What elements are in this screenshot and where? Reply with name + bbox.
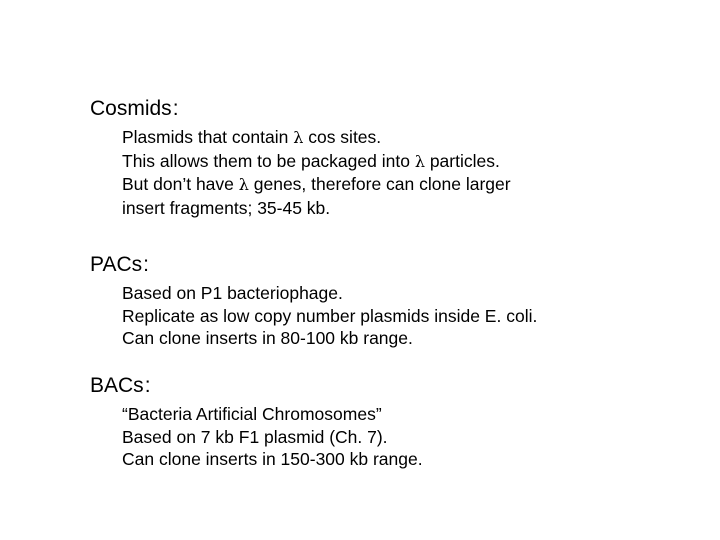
section-bacs [90, 373, 423, 471]
line-text: cos sites. [303, 127, 382, 147]
section-pacs [90, 252, 537, 350]
section-heading [90, 373, 423, 399]
section-heading [90, 96, 511, 122]
heading-colon: : [172, 97, 179, 120]
lambda-symbol: λ [293, 128, 304, 147]
text-line: Can clone inserts in 80-100 kb range. [122, 328, 413, 348]
bullet-lines [122, 282, 537, 350]
line-text: But don’t have [122, 174, 239, 194]
line-text: insert fragments; 35-45 kb. [122, 197, 331, 218]
text-line: “Bacteria Artificial Chromosomes” [122, 404, 382, 424]
line-text: particles. [424, 150, 500, 171]
text-line: Based on P1 bacteriophage. [122, 283, 343, 303]
line-text: This allows them to be packaged into [122, 150, 415, 171]
heading-title: Cosmids [90, 97, 172, 120]
line-text: Plasmids that contain [122, 127, 294, 147]
text-line [122, 126, 511, 150]
section-cosmids [90, 96, 511, 219]
line-text: genes, therefore can clone larger [248, 174, 511, 194]
bullet-lines [122, 403, 423, 471]
text-line: Can clone inserts in 150-300 kb range. [122, 449, 423, 469]
lambda-symbol: λ [238, 175, 249, 194]
text-line: Based on 7 kb F1 plasmid (Ch. 7). [122, 426, 388, 447]
heading-colon: : [143, 253, 149, 276]
heading-colon: : [144, 374, 151, 397]
bullet-lines [122, 126, 511, 219]
section-heading [90, 252, 537, 278]
text-line [122, 150, 511, 174]
lambda-symbol: λ [414, 151, 425, 171]
text-line [122, 197, 511, 220]
text-line [122, 173, 511, 197]
text-line: Replicate as low copy number plasmids inside E. coli. [122, 305, 538, 326]
heading-title: BACs [90, 374, 144, 397]
heading-title: PACs [90, 253, 143, 276]
